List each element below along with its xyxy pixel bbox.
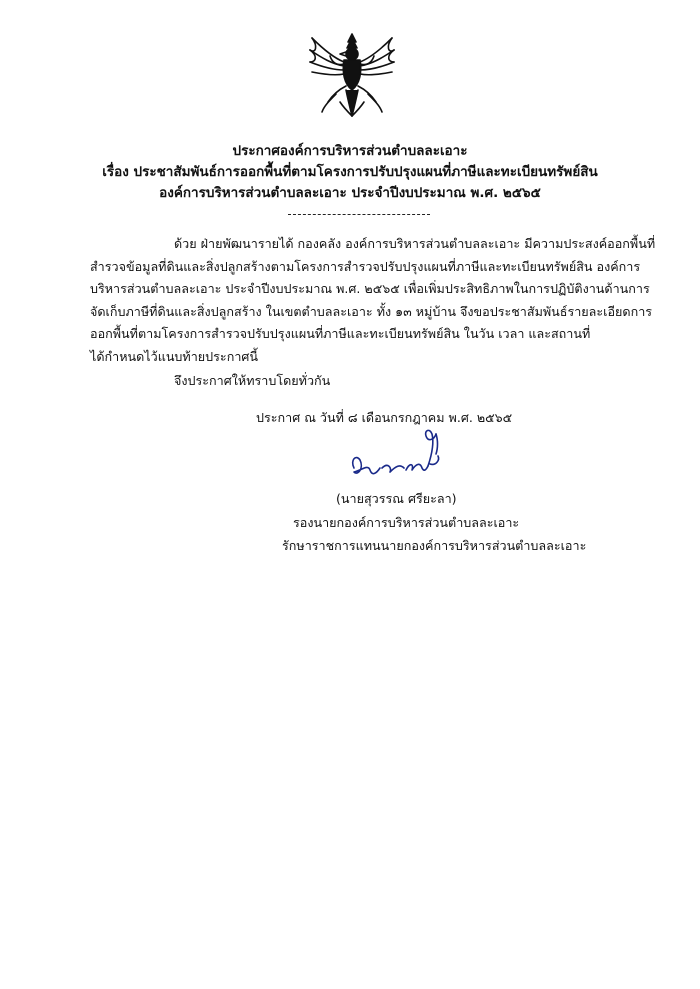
body-paragraph xyxy=(90,233,656,369)
body-line: ได้กำหนดไว้แนบท้ายประกาศนี้ xyxy=(90,348,258,364)
header-divider xyxy=(288,214,430,215)
body-line: ออกพื้นที่ตามโครงการสำรวจปรับปรุงแผนที่ภาษีและทะเบียนทรัพย์สิน ในวัน เวลา และสถานที่ xyxy=(90,326,591,342)
org-fiscal-line: องค์การบริหารส่วนตำบลละเอาะ ประจำปีงบประมาณ พ.ศ. ๒๕๖๕ xyxy=(159,185,541,201)
announcement-date: ประกาศ ณ วันที่ ๘ เดือนกรกฎาคม พ.ศ. ๒๕๖๕ xyxy=(256,410,513,425)
notice-statement: จึงประกาศให้ทราบโดยทั่วกัน xyxy=(174,373,331,388)
body-line: สำรวจข้อมูลที่ดินและสิ่งปลูกสร้างตามโครงการสำรวจปรับปรุงแผนที่ภาษีและทะเบียนทรัพย์สิน องค์การ xyxy=(90,258,641,274)
garuda-emblem-icon xyxy=(306,28,398,120)
announcement-title: ประกาศองค์การบริหารส่วนตำบลละเอาะ xyxy=(232,143,468,159)
handwritten-signature-icon xyxy=(340,424,470,490)
announcement-header xyxy=(60,141,640,204)
signer-title: รองนายกองค์การบริหารส่วนตำบลละเอาะ xyxy=(293,515,520,530)
subject-line: เรื่อง ประชาสัมพันธ์การออกพื้นที่ตามโครงการปรับปรุงแผนที่ภาษีและทะเบียนทรัพย์สิน xyxy=(102,164,598,180)
body-line: ด้วย ฝ่ายพัฒนารายได้ กองคลัง องค์การบริหารส่วนตำบลละเอาะ มีความประสงค์ออกพื้นที่ xyxy=(174,236,656,251)
signer-acting-title: รักษาราชการแทนนายกองค์การบริหารส่วนตำบลละเอาะ xyxy=(282,538,587,553)
body-line: บริหารส่วนตำบลละเอาะ ประจำปีงบประมาณ พ.ศ. ๒๕๖๕ เพื่อเพิ่มประสิทธิภาพในการปฏิบัติงานด้านการ xyxy=(90,281,650,297)
signer-name: (นายสุวรรณ ศรียะลา) xyxy=(336,491,457,506)
body-line: จัดเก็บภาษีที่ดินและสิ่งปลูกสร้าง ในเขตตำบลละเอาะ ทั้ง ๑๓ หมู่บ้าน จึงขอประชาสัมพันธ์รายละเอียดการ xyxy=(90,303,653,319)
